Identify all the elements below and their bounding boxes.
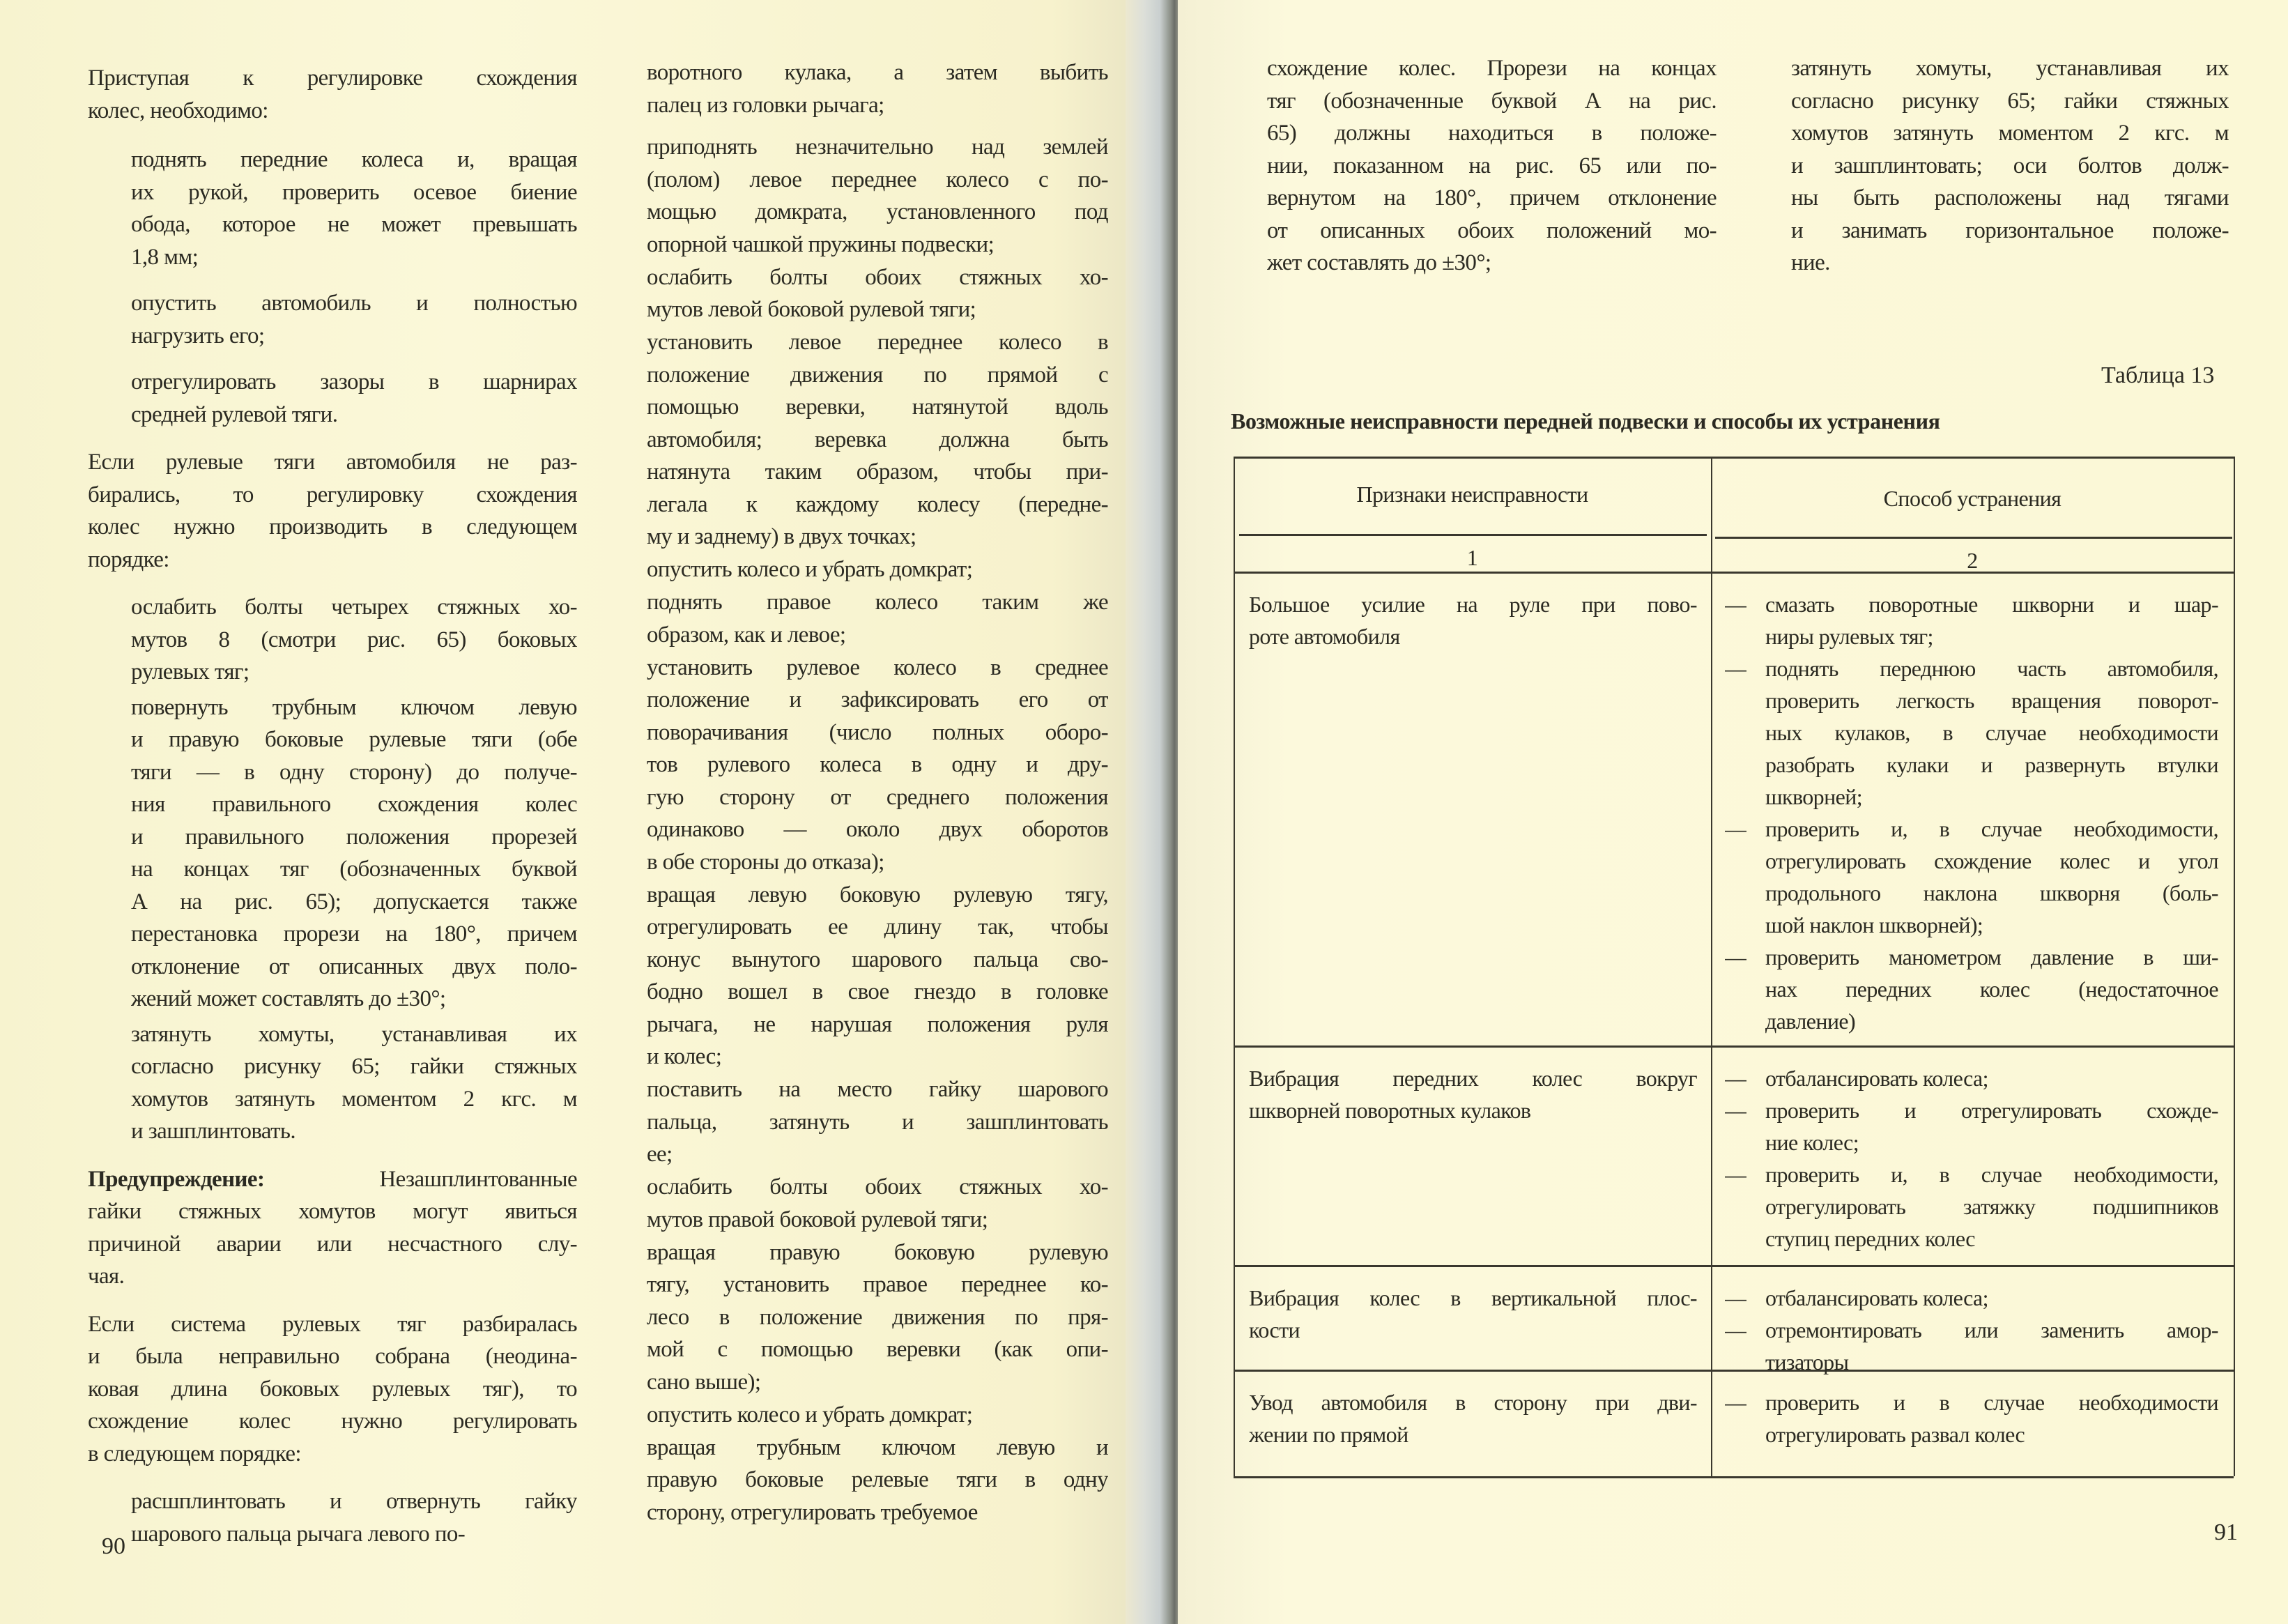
list-item: — вращая трубным ключом левую и	[647, 1432, 1108, 1464]
list-item-line: легала к каждому колесу (передне-	[647, 491, 1108, 517]
remedy-item: проверить манометром давление в ши-	[1765, 944, 2218, 970]
symptom-line: кости	[1249, 1317, 1300, 1342]
list-item: — установить рулевое колесо в среднее	[647, 652, 1108, 684]
list-item: — вращая левую боковую рулевую тягу,	[647, 879, 1108, 912]
column-header-symptoms: Признаки неисправности	[1356, 482, 1588, 507]
list-item: — опустить автомобиль и полностью	[131, 287, 577, 320]
list-item-line: 1,8 мм;	[131, 244, 199, 270]
list-item-line: и зашплинтовать; оси болтов долж-	[1791, 153, 2229, 178]
list-item-line: мой с помощью веревки (как опи-	[647, 1337, 1108, 1362]
warning-line: чая.	[88, 1264, 125, 1289]
remedy-item: проверить и, в случае необходимости,	[1765, 816, 2218, 841]
list-item: — отрегулировать зазоры в шарнирах	[131, 366, 577, 399]
list-item: — ослабить болты обоих стяжных хо-	[647, 1171, 1108, 1204]
list-item-line: гую сторону от среднего положения	[647, 784, 1108, 810]
list-item-line: ние.	[1791, 250, 1830, 275]
row-rule	[1234, 1265, 2234, 1267]
list-item: — ослабить болты четырех стяжных хо-	[131, 591, 577, 624]
page-number-90: 90	[102, 1533, 125, 1559]
list-item-line: хомутов затянуть моментом 2 кгс. м	[1791, 121, 2229, 146]
dash-bullet: —	[1725, 1098, 1747, 1123]
paragraph-line: тяг (обозначенные буквой А на рис.	[1267, 88, 1717, 114]
remedy-line: тизаторы	[1765, 1349, 1849, 1374]
list-item: — установить левое переднее колесо в	[647, 326, 1108, 359]
remedy-line: отрегулировать схождение колес и угол	[1765, 848, 2218, 873]
list-item-line: ны быть расположены над тягами	[1791, 185, 2229, 210]
paragraph-line: жет составлять до ±30°;	[1267, 250, 1491, 275]
symptom-line: шкворней поворотных кулаков	[1249, 1098, 1531, 1123]
list-item: — поднять передние колеса и, вращая	[131, 144, 577, 176]
list-item-line: одинаково — около двух оборотов	[647, 817, 1108, 842]
list-item-line: нагрузить его;	[131, 323, 265, 348]
table-top-rule	[1234, 457, 2234, 459]
list-item-line: мутов правой боковой рулевой тяги;	[647, 1206, 988, 1232]
list-item: — поставить на место гайку шарового	[647, 1073, 1108, 1106]
spacer	[88, 431, 577, 446]
paragraph-line: бирались, то регулировку схождения	[88, 482, 577, 507]
list-item: — приподнять незначительно над землей	[647, 131, 1108, 164]
list-item-line: пальца, затянуть и зашплинтовать	[647, 1109, 1108, 1135]
list-item-line: лесо в положение движения по пря-	[647, 1304, 1108, 1330]
list-item-line: и занимать горизонтальное положе-	[1791, 217, 2229, 243]
header-rule-left	[1239, 534, 1707, 536]
dash-bullet: —	[1725, 656, 1747, 681]
remedy-item: отбалансировать колеса;	[1765, 1066, 1988, 1091]
list-item-line: сано выше);	[647, 1369, 761, 1395]
paragraph-line: палец из головки рычага;	[647, 92, 884, 118]
symptom-line: Вибрация колес в вертикальной плос-	[1249, 1285, 1697, 1310]
remedy-line: разобрать кулаки и развернуть втулки	[1765, 752, 2218, 777]
remedy-item: смазать поворотные шкворни и шар-	[1765, 592, 2218, 617]
page-90-column-2	[647, 56, 1108, 1529]
column-header-remedies: Способ устранения	[1883, 486, 2061, 511]
row-rule	[1234, 1045, 2234, 1048]
list-item-line: конус вынутого шарового пальца сво-	[647, 947, 1108, 972]
list-item-line: отклонение от описанных двух поло-	[131, 953, 577, 979]
table-right-rule	[2234, 457, 2235, 1476]
table-title: Возможные неисправности передней подвески и способы их устранения	[1231, 408, 1940, 434]
list-item-line: отрегулировать ее длину так, чтобы	[647, 914, 1108, 940]
remedy-line: ние колес;	[1765, 1130, 1859, 1155]
paragraph-line: нии, показанном на рис. 65 или по-	[1267, 153, 1717, 178]
list-item-line: му и заднему) в двух точках;	[647, 524, 916, 549]
list-item-line: ния правильного схождения колес	[131, 792, 577, 817]
spacer	[88, 1148, 577, 1163]
warning-text: Незашплинтованные	[379, 1166, 577, 1192]
list-item-line: и правильного положения прорезей	[131, 824, 577, 850]
list-item-line: хомутов затянуть моментом 2 кгс. м	[131, 1086, 577, 1112]
spacer	[88, 127, 577, 144]
list-item: — затянуть хомуты, устанавливая их	[131, 1018, 577, 1051]
page-91-column-1	[1267, 52, 1717, 279]
remedy-line: ступиц передних колес	[1765, 1226, 1975, 1251]
dash-bullet: —	[1725, 592, 1747, 617]
spacer	[88, 352, 577, 366]
table-left-rule	[1234, 457, 1235, 1476]
remedy-item: проверить и отрегулировать схожде-	[1765, 1098, 2218, 1123]
remedy-line: ниры рулевых тяг;	[1765, 624, 1933, 649]
symptom-line: жении по прямой	[1249, 1422, 1408, 1447]
list-item: — ослабить болты обоих стяжных хо-	[647, 261, 1108, 294]
list-item-line: в обе стороны до отказа);	[647, 849, 884, 875]
dash-bullet: —	[1725, 816, 1747, 841]
remedy-line: давление)	[1765, 1009, 1856, 1034]
spacer	[88, 1470, 577, 1485]
list-item: — расшплинтовать и отвернуть гайку	[131, 1485, 577, 1518]
page-91-column-2	[1791, 52, 2229, 279]
list-item-line: натянута таким образом, чтобы при-	[647, 459, 1108, 484]
column-number: 2	[1967, 548, 1978, 573]
list-item-line: согласно рисунку 65; гайки стяжных	[131, 1054, 577, 1079]
spacer	[647, 121, 1108, 131]
table-label: Таблица 13	[2101, 362, 2215, 388]
list-item-line: жений может составлять до ±30°;	[131, 986, 446, 1011]
page-number-91: 91	[2214, 1519, 2238, 1545]
list-item-line: их рукой, проверить осевое биение	[131, 179, 577, 205]
paragraph-line: порядке:	[88, 546, 169, 572]
list-item-line: рычага, не нарушая положения руля	[647, 1011, 1108, 1037]
list-item: — опустить колесо и убрать домкрат;	[647, 1399, 1108, 1432]
remedy-line: ных кулаков, в случае необходимости	[1765, 720, 2218, 745]
symptom-line: Большое усилие на руле при пово-	[1249, 592, 1697, 617]
paragraph-line: от описанных обоих положений мо-	[1267, 217, 1717, 243]
list-item-line: образом, как и левое;	[647, 622, 846, 648]
list-item-line: ее;	[647, 1142, 673, 1167]
list-item-line: (полом) левое переднее колесо с по-	[647, 167, 1108, 192]
column-divider	[1711, 457, 1712, 1476]
list-item-line: тов рулевого колеса в одну и дру-	[647, 752, 1108, 777]
list-item: — затянуть хомуты, устанавливая их	[1791, 52, 2229, 85]
list-item-line: поворачивания (число полных оборо-	[647, 719, 1108, 745]
list-item-line: мутов левой боковой рулевой тяги;	[647, 297, 976, 322]
spacer	[88, 576, 577, 591]
list-item-line: тяги — в одну сторону) до получе-	[131, 759, 577, 785]
dash-bullet: —	[1725, 944, 1747, 970]
list-item-line: помощью веревки, натянутой вдоль	[647, 394, 1108, 420]
list-item-line: и правую боковые рулевые тяги (обе	[131, 727, 577, 752]
paragraph-line: ковая длина боковых рулевых тяг), то	[88, 1376, 577, 1402]
dash-bullet: —	[1725, 1317, 1747, 1342]
list-item-line: рулевых тяг;	[131, 659, 249, 684]
warning-line: гайки стяжных хомутов могут явиться	[88, 1199, 577, 1224]
remedy-line: шкворней;	[1765, 784, 1863, 809]
remedy-line: отрегулировать развал колес	[1765, 1422, 2025, 1447]
list-item-line: автомобиля; веревка должна быть	[647, 427, 1108, 452]
list-item: — повернуть трубным ключом левую	[131, 691, 577, 724]
dash-bullet: —	[1725, 1066, 1747, 1091]
list-item-line: обода, которое не может превышать	[131, 212, 577, 237]
list-item-line: тягу, установить правое переднее ко-	[647, 1272, 1108, 1297]
column-number: 1	[1466, 545, 1478, 570]
symptom-line: Увод автомобиля в сторону при дви-	[1249, 1390, 1697, 1415]
remedy-item: поднять переднюю часть автомобиля,	[1765, 656, 2218, 681]
paragraph-line: Если система рулевых тяг разбиралась	[88, 1311, 577, 1337]
list-item-line: А на рис. 65); допускается также	[131, 889, 577, 914]
list-item: — опустить колесо и убрать домкрат;	[647, 553, 1108, 586]
symptom-line: роте автомобиля	[1249, 624, 1400, 649]
header-rule-right	[1715, 537, 2232, 539]
list-item-line: правую боковые релевые тяги в одну	[647, 1467, 1108, 1492]
symptom-line: Вибрация передних колес вокруг	[1249, 1066, 1697, 1091]
warning-line	[88, 1163, 577, 1196]
remedy-line: шой наклон шкворней);	[1765, 912, 1983, 937]
paragraph-line: вернутом на 180°, причем отклонение	[1267, 185, 1717, 210]
warning-label: Предупреждение:	[88, 1166, 265, 1192]
list-item-line: положение и зафиксировать его от	[647, 687, 1108, 712]
list-item-line: сторону, отрегулировать требуемое	[647, 1499, 978, 1525]
remedy-line: отрегулировать затяжку подшипников	[1765, 1194, 2218, 1219]
dash-bullet: —	[1725, 1390, 1747, 1415]
paragraph-line: и была неправильно собрана (неодина-	[88, 1344, 577, 1369]
paragraph-line: схождение колес. Прорези на концах	[1267, 56, 1717, 81]
warning-line: причиной аварии или несчастного слу-	[88, 1231, 577, 1257]
table-bottom-rule	[1234, 1476, 2234, 1478]
paragraph-line: колес нужно производить в следующем	[88, 514, 577, 539]
paragraph-line: колес, необходимо:	[88, 98, 268, 123]
remedy-line: нах передних колес (недостаточное	[1765, 976, 2218, 1002]
list-item: — вращая правую боковую рулевую	[647, 1236, 1108, 1269]
list-item-line: мутов 8 (смотри рис. 65) боковых	[131, 627, 577, 652]
paragraph-line: воротного кулака, а затем выбить	[647, 60, 1108, 85]
remedy-line: проверить легкость вращения поворот-	[1765, 688, 2218, 713]
remedy-item: отремонтировать или заменить амор-	[1765, 1317, 2218, 1342]
spacer	[88, 1293, 577, 1308]
paragraph-line: в следующем порядке:	[88, 1441, 301, 1466]
list-item-line: шарового пальца рычага левого по-	[131, 1521, 466, 1547]
remedy-item: отбалансировать колеса;	[1765, 1285, 1988, 1310]
list-item-line: перестановка прорези на 180°, причем	[131, 921, 577, 947]
list-item-line: и зашплинтовать.	[131, 1119, 295, 1144]
paragraph-line: 65) должны находиться в положе-	[1267, 121, 1717, 146]
list-item-line: бодно вошел в свое гнездо в головке	[647, 979, 1108, 1004]
paragraph-line: Приступая к регулировке схождения	[88, 66, 577, 91]
paragraph-line: Если рулевые тяги автомобиля не раз-	[88, 450, 577, 475]
list-item-line: мощью домкрата, установленного под	[647, 199, 1108, 224]
remedy-line: продольного наклона шкворня (боль-	[1765, 880, 2218, 905]
list-item-line: положение движения по прямой с	[647, 362, 1108, 388]
paragraph-line: схождение колес нужно регулировать	[88, 1409, 577, 1434]
list-item-line: средней рулевой тяги.	[131, 401, 338, 427]
list-item-line: и колес;	[647, 1044, 722, 1069]
list-item-line: на концах тяг (обозначенных буквой	[131, 857, 577, 882]
list-item-line: опорной чашкой пружины подвески;	[647, 231, 995, 257]
remedy-item: проверить и, в случае необходимости,	[1765, 1162, 2218, 1187]
dash-bullet: —	[1725, 1285, 1747, 1310]
list-item: — поднять правое колесо таким же	[647, 586, 1108, 619]
remedy-item: проверить и в случае необходимости	[1765, 1390, 2218, 1415]
page-90-column-1	[88, 62, 577, 1550]
list-item-line: согласно рисунку 65; гайки стяжных	[1791, 88, 2229, 114]
dash-bullet: —	[1725, 1162, 1747, 1187]
spacer	[88, 273, 577, 287]
